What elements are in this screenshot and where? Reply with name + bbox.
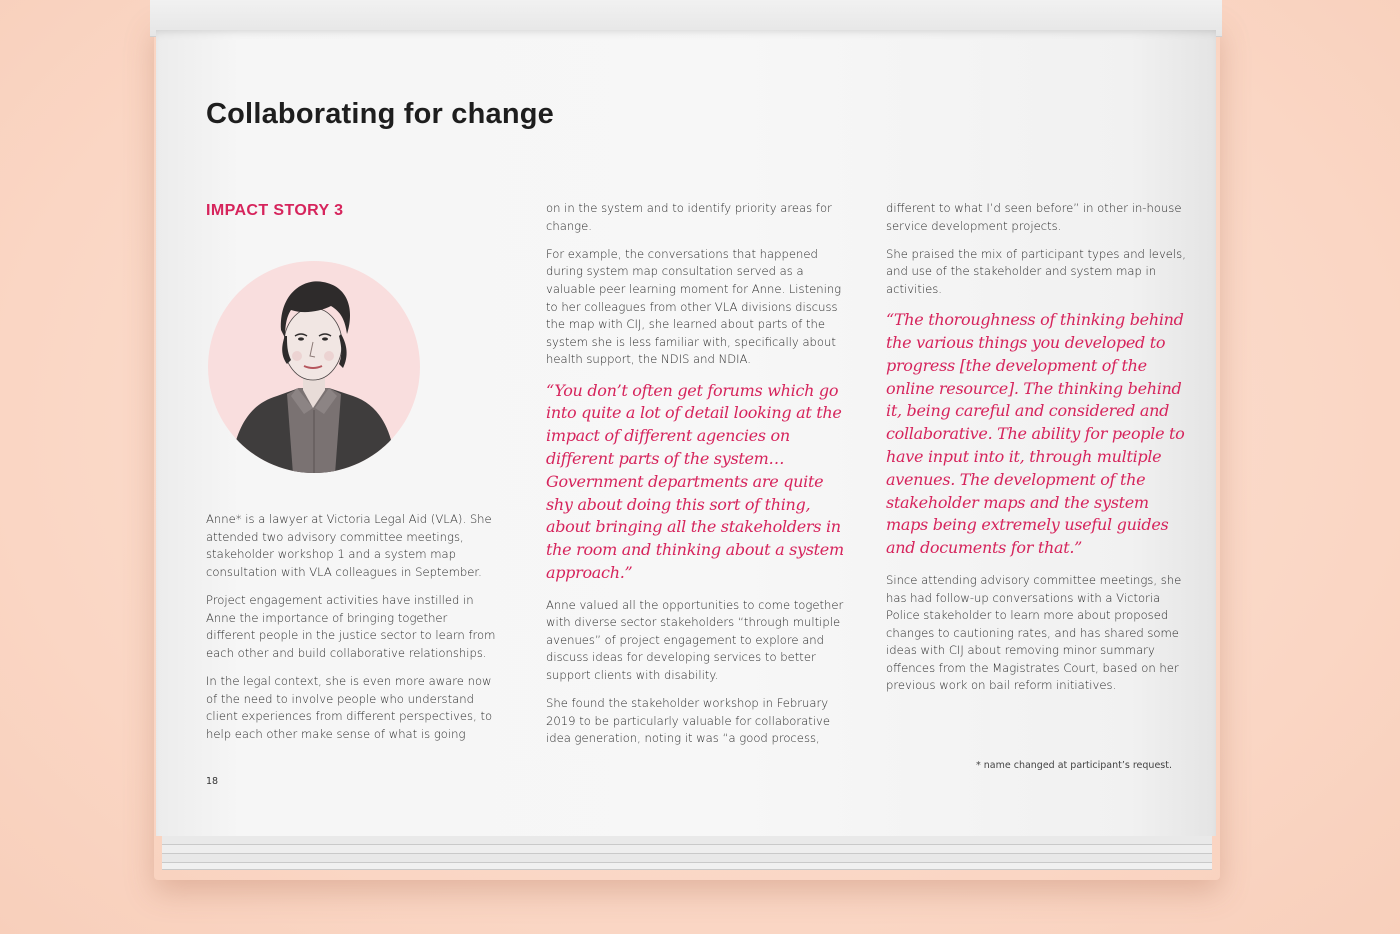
page-number: 18 <box>206 776 219 787</box>
paragraph: She praised the mix of participant types and levels, and use of the stakeholder and system map in activities. <box>886 246 1186 296</box>
paragraph: Project engagement activities have instilled in Anne the importance of bringing together different people in the justice sector to learn from each other and build collaborative relationships. <box>206 592 496 660</box>
paragraph: on in the system and to identify priority areas for change. <box>546 201 832 233</box>
column-right <box>886 200 1186 706</box>
paragraph: She found the stakeholder workshop in February 2019 to be particularly valuable for collaborative idea generation, noting it was “a good process, <box>546 696 831 746</box>
paragraph: For example, the conversations that happened during system map consultation served as a valuable peer learning moment for Anne. Listening to her colleagues from other VLA divisions discuss the map with CIJ, she learned about parts of the system she is less familiar with, specifically about health support, the NDIS and NDIA. <box>546 246 842 367</box>
page-stack-edge <box>162 836 1212 845</box>
impact-story-label: IMPACT STORY 3 <box>206 202 344 219</box>
page-title: Collaborating for change <box>206 98 554 130</box>
paragraph: different to what I’d seen before” in other in-house service development projects. <box>886 201 1182 233</box>
column-left-body <box>206 511 496 754</box>
page-stack-edge <box>162 845 1212 854</box>
footnote: * name changed at participant’s request. <box>975 760 1172 771</box>
paragraph: Anne valued all the opportunities to come together with diverse sector stakeholders “through multiple avenues” of project engagement to explore and discuss ideas for developing services to better support clients with disability. <box>546 597 844 683</box>
paragraph: In the legal context, she is even more aware now of the need to involve people who understand client experiences from different perspectives, to help each other make sense of what is going <box>206 673 493 741</box>
column-middle <box>546 200 846 759</box>
pull-quote: “The thoroughness of thinking behind the various things you developed to progress [the development of the online resource]. The thinking behind it, being careful and considered and collaborative. The ability for people to have input into it, through multiple avenues. The development of the stakeholder maps and the system maps being extremely useful guides and documents for that.” <box>886 310 1185 558</box>
pull-quote: “You don’t often get forums which go into quite a lot of detail looking at the impact of different agencies on different parts of the system… Government departments are quite shy about doing this sort of thing, about bringing all the stakeholders in the room and thinking about a system approach.” <box>546 380 844 582</box>
page-stack-edge <box>162 854 1212 863</box>
portrait-illustration <box>207 260 421 474</box>
paragraph: Anne* is a lawyer at Victoria Legal Aid (VLA). She attended two advisory committee meetings, stakeholder workshop 1 and a system map consultation with VLA colleagues in September. <box>206 512 492 579</box>
page-stack-edge <box>162 863 1212 870</box>
paragraph: Since attending advisory committee meetings, she has had follow-up conversations with a Victoria Police stakeholder to learn more about proposed changes to cautioning rates, and has shared some ideas with CIJ about removing minor summary offences from the Magistrates Court, based on her previous work on bail reform initiatives. <box>886 572 1182 693</box>
